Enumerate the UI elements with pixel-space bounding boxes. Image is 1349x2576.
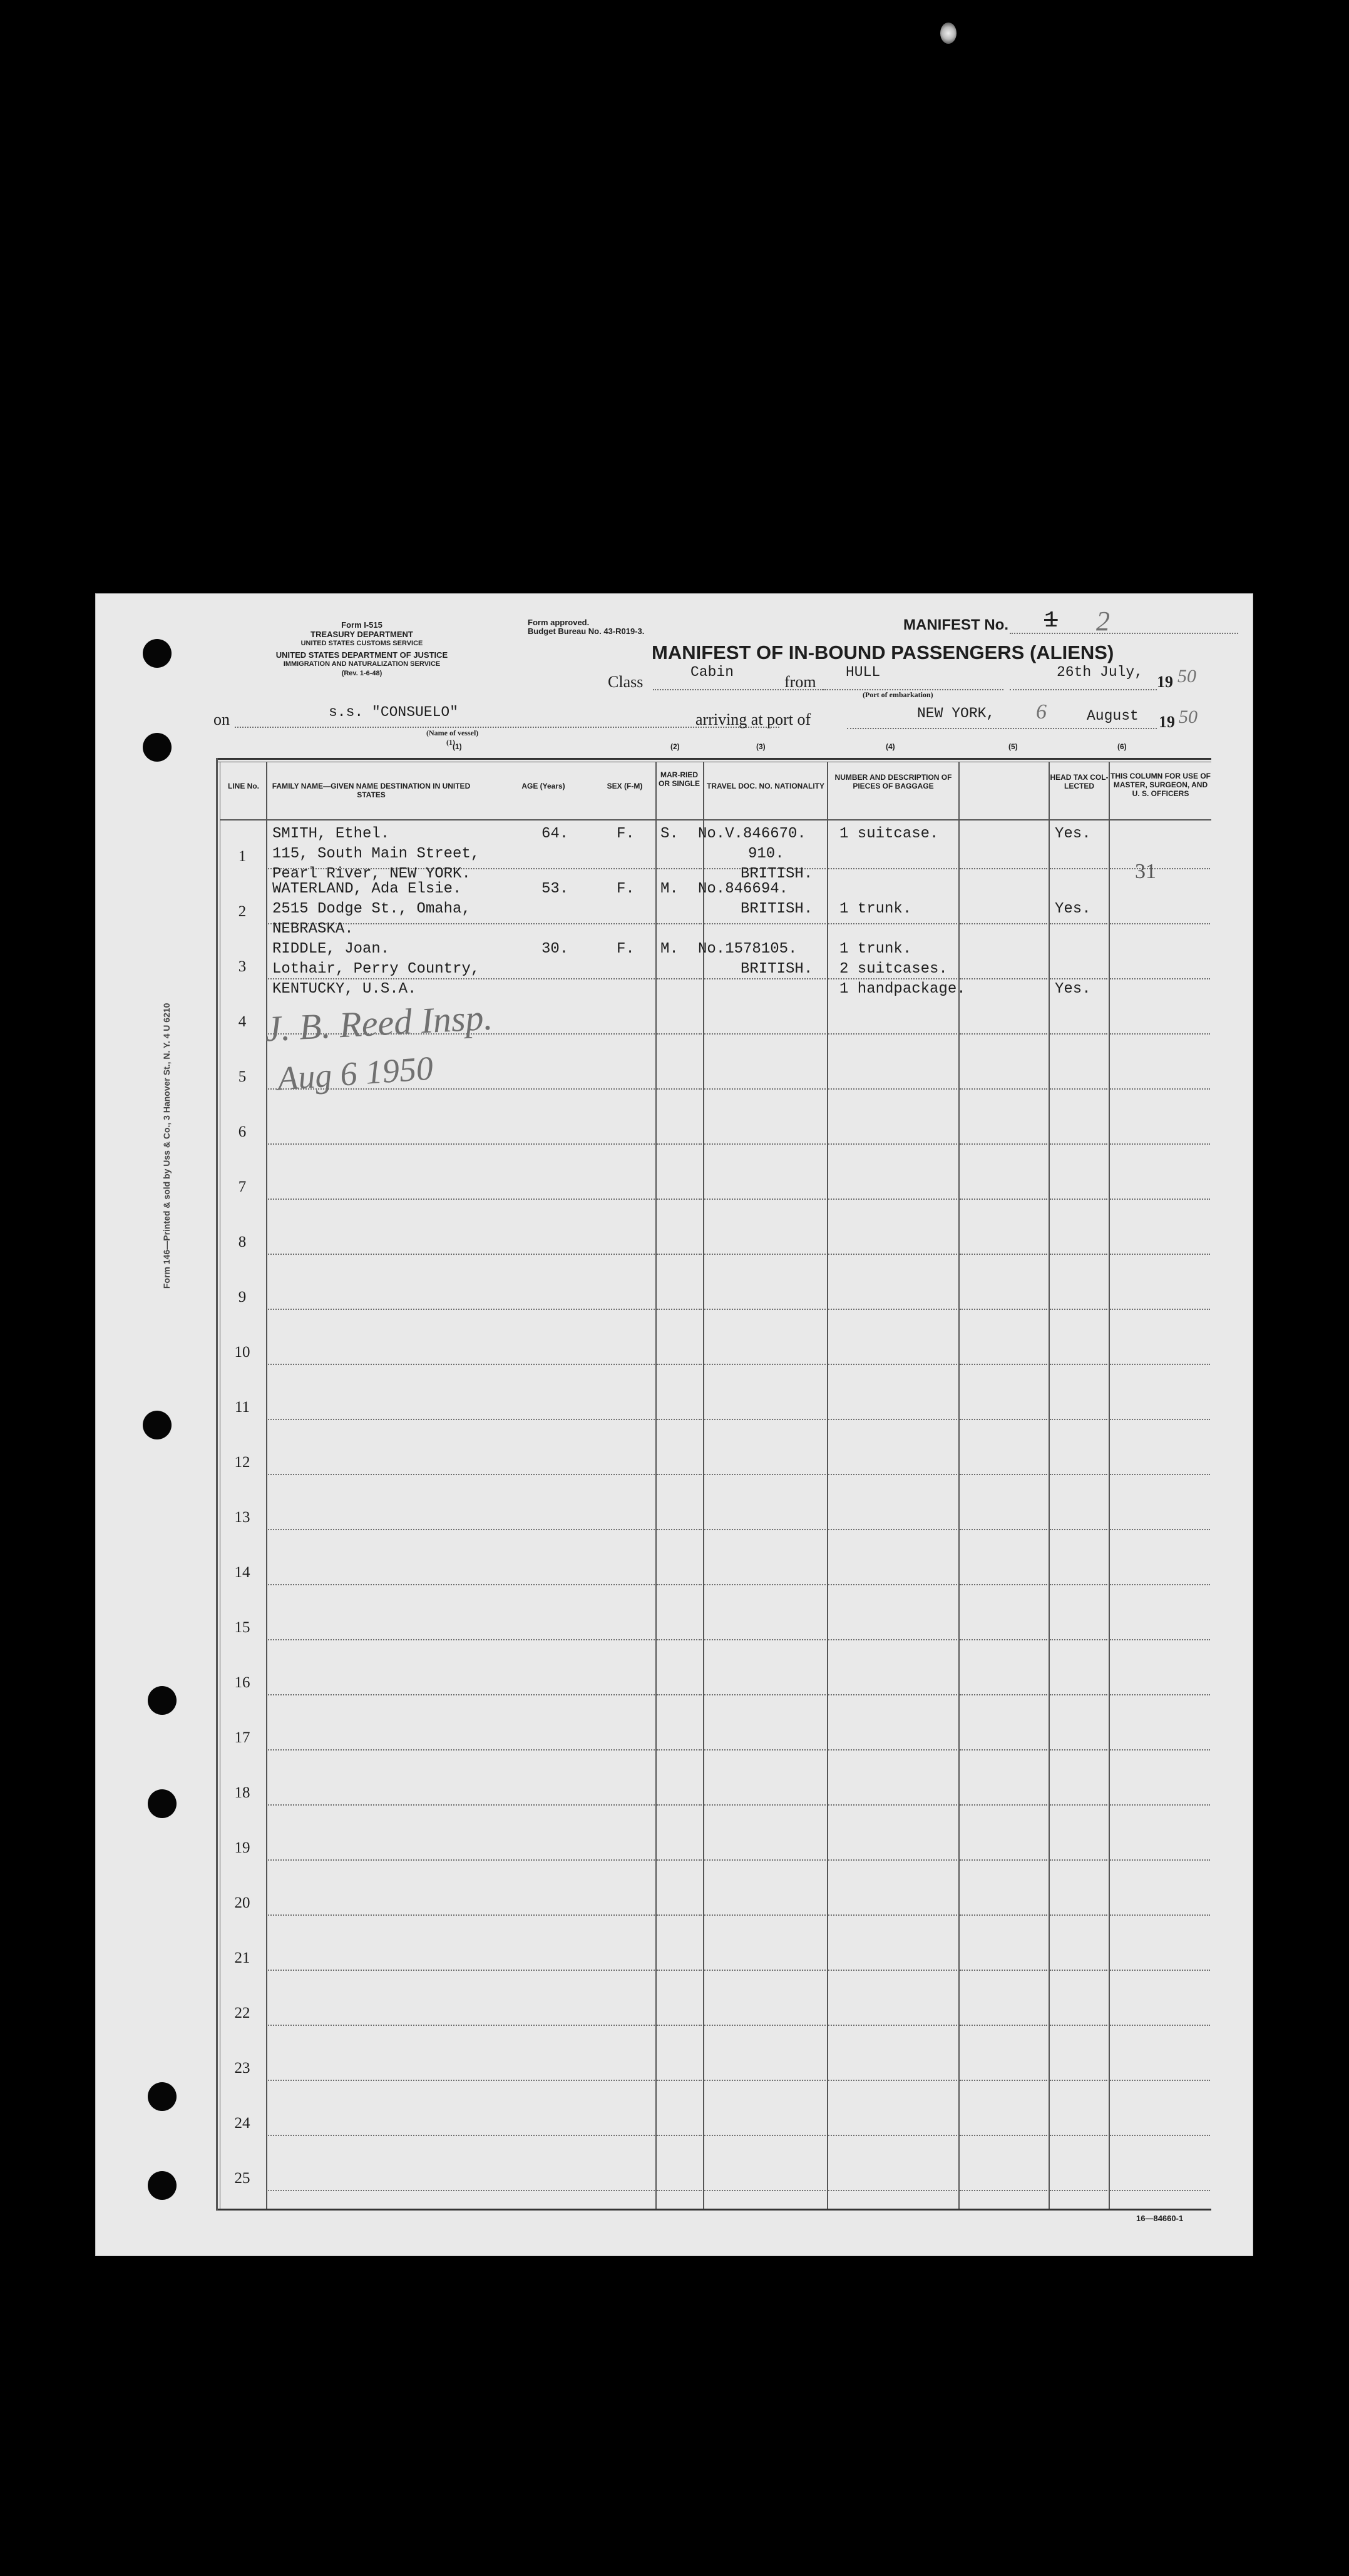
p2-sex: F. bbox=[617, 881, 635, 897]
year-prefix-2: 19 bbox=[1159, 713, 1175, 731]
row-rule bbox=[960, 1859, 1047, 1861]
p3-baggage-1: 1 trunk. bbox=[839, 941, 912, 958]
row-rule bbox=[960, 1970, 1047, 1971]
ins: IMMIGRATION AND NATURALIZATION SERVICE bbox=[283, 660, 441, 668]
depart-date: 26th July, bbox=[1057, 664, 1144, 680]
p1-name-1: SMITH, Ethel. bbox=[272, 825, 390, 842]
row-rule bbox=[704, 1639, 826, 1640]
vessel-name: s.s. "CONSUELO" bbox=[329, 704, 459, 720]
row-rule bbox=[828, 1749, 957, 1751]
row-rule bbox=[1110, 1143, 1210, 1145]
p3-name-2: Lothair, Perry Country, bbox=[272, 961, 480, 978]
row-rule bbox=[657, 1364, 702, 1365]
line-number: 20 bbox=[234, 1894, 250, 1911]
row-rule bbox=[704, 1859, 826, 1861]
punch-hole bbox=[148, 2171, 177, 2200]
line-number: 17 bbox=[234, 1729, 250, 1746]
row-rule bbox=[657, 1749, 702, 1751]
manifest-page bbox=[95, 593, 1253, 2256]
p2-head-tax: Yes. bbox=[1055, 901, 1091, 917]
line-number: 4 bbox=[238, 1013, 247, 1030]
row-rule bbox=[1110, 1639, 1210, 1640]
row-rule bbox=[657, 1033, 702, 1035]
row-rule bbox=[1050, 2190, 1107, 2191]
row-rule bbox=[828, 1033, 957, 1035]
row-rule bbox=[657, 2190, 702, 2191]
col-num-1: (1) bbox=[453, 742, 462, 751]
from-label: from bbox=[784, 673, 816, 691]
row-rule bbox=[657, 1529, 702, 1530]
row-rule bbox=[704, 1694, 826, 1695]
p3-name-1: RIDDLE, Joan. bbox=[272, 941, 390, 958]
row-rule bbox=[960, 1254, 1047, 1255]
row-rule bbox=[268, 1143, 655, 1145]
col-officers: THIS COLUMN FOR USE OF MASTER, SURGEON, AND U. S. OFFICERS bbox=[1110, 772, 1211, 798]
p2-marital: M. bbox=[660, 881, 679, 897]
row-rule bbox=[268, 1364, 655, 1365]
row-rule bbox=[1050, 978, 1107, 979]
row-rule bbox=[960, 1474, 1047, 1475]
p1-name-2: 115, South Main Street, bbox=[272, 846, 480, 862]
line-number: 12 bbox=[234, 1454, 250, 1471]
row-rule bbox=[704, 2080, 826, 2081]
row-rule bbox=[657, 978, 702, 979]
line-number: 5 bbox=[238, 1068, 247, 1085]
justice-dept: UNITED STATES DEPARTMENT OF JUSTICE bbox=[275, 650, 448, 660]
row-rule bbox=[1110, 2135, 1210, 2136]
p3-marital: M. bbox=[660, 941, 679, 958]
row-rule bbox=[960, 1639, 1047, 1640]
row-rule bbox=[1050, 1584, 1107, 1585]
row-rule bbox=[704, 1309, 826, 1310]
vessel-num: (1) bbox=[446, 738, 455, 747]
row-rule bbox=[704, 1364, 826, 1365]
row-rule bbox=[268, 1419, 655, 1420]
col-num-3: (3) bbox=[756, 742, 766, 751]
row-rule bbox=[960, 1199, 1047, 1200]
row-rule bbox=[268, 2025, 655, 2026]
row-rule bbox=[268, 1639, 655, 1640]
row-rule bbox=[657, 1694, 702, 1695]
row-rule bbox=[960, 1033, 1047, 1035]
inspector-signature: J. B. Reed Insp. bbox=[264, 996, 494, 1050]
line-number: 24 bbox=[234, 2115, 250, 2132]
row-rule bbox=[828, 978, 957, 979]
p1-officer-note: 31 bbox=[1135, 860, 1156, 883]
row-rule bbox=[1050, 1859, 1107, 1861]
row-rule bbox=[960, 868, 1047, 869]
row-rule bbox=[960, 1694, 1047, 1695]
row-rule bbox=[828, 1474, 957, 1475]
manifest-no-ink: 2 bbox=[1096, 606, 1110, 636]
col-num-6: (6) bbox=[1117, 742, 1127, 751]
row-rule bbox=[657, 1859, 702, 1861]
row-rule bbox=[960, 1088, 1047, 1090]
row-rule bbox=[828, 1804, 957, 1806]
p1-sex: F. bbox=[617, 825, 635, 842]
row-rule bbox=[657, 2135, 702, 2136]
row-rule bbox=[828, 868, 957, 869]
col-baggage: NUMBER AND DESCRIPTION OF PIECES OF BAGGAGE bbox=[834, 773, 952, 790]
row-rule bbox=[1110, 1694, 1210, 1695]
row-rule bbox=[1050, 1639, 1107, 1640]
row-rule bbox=[1110, 1529, 1210, 1530]
manifest-title: MANIFEST OF IN-BOUND PASSENGERS (ALIENS) bbox=[652, 641, 1114, 663]
row-rule bbox=[1050, 1088, 1107, 1090]
p2-name-3: NEBRASKA. bbox=[272, 921, 354, 938]
row-rule bbox=[268, 1749, 655, 1751]
row-rule bbox=[960, 1749, 1047, 1751]
line-number: 19 bbox=[234, 1839, 250, 1856]
row-rule bbox=[1110, 1419, 1210, 1420]
punch-hole bbox=[148, 2082, 177, 2111]
inspection-date: Aug 6 1950 bbox=[276, 1049, 434, 1098]
row-rule bbox=[704, 1914, 826, 1916]
line-number: 14 bbox=[234, 1564, 250, 1581]
row-rule bbox=[1050, 1749, 1107, 1751]
p3-sex: F. bbox=[617, 941, 635, 958]
row-rule bbox=[1050, 1033, 1107, 1035]
line-number: 1 bbox=[238, 848, 247, 865]
row-rule bbox=[1050, 2080, 1107, 2081]
p1-head-tax: Yes. bbox=[1055, 825, 1091, 842]
row-rule bbox=[704, 2025, 826, 2026]
row-rule bbox=[960, 1914, 1047, 1916]
row-rule bbox=[1110, 1088, 1210, 1090]
line-number: 7 bbox=[238, 1178, 247, 1195]
row-rule bbox=[828, 1529, 957, 1530]
punch-hole bbox=[143, 639, 172, 668]
row-rule bbox=[704, 1033, 826, 1035]
on-label: on bbox=[213, 710, 230, 728]
row-rule bbox=[960, 1309, 1047, 1310]
row-rule bbox=[657, 868, 702, 869]
row-rule bbox=[960, 1143, 1047, 1145]
p1-age: 64. bbox=[541, 825, 569, 842]
row-rule bbox=[1110, 978, 1210, 979]
punch-hole bbox=[148, 1686, 177, 1715]
row-rule bbox=[1110, 1199, 1210, 1200]
row-rule bbox=[960, 978, 1047, 979]
row-rule bbox=[828, 1254, 957, 1255]
line-number: 3 bbox=[238, 958, 247, 975]
row-rule bbox=[828, 1419, 957, 1420]
row-rule bbox=[268, 1254, 655, 1255]
row-rule bbox=[1110, 1584, 1210, 1585]
col-num-2: (2) bbox=[670, 742, 680, 751]
row-rule bbox=[657, 1474, 702, 1475]
p2-doc-2: BRITISH. bbox=[741, 901, 813, 917]
row-rule bbox=[268, 978, 655, 979]
line-number: 8 bbox=[238, 1234, 247, 1250]
row-rule bbox=[657, 1143, 702, 1145]
class-label: Class bbox=[608, 673, 644, 691]
row-rule bbox=[828, 923, 957, 924]
row-rule bbox=[704, 1749, 826, 1751]
p1-name-3: Pearl River, NEW YORK. bbox=[272, 866, 471, 882]
row-rule bbox=[657, 1254, 702, 1255]
row-rule bbox=[657, 2080, 702, 2081]
row-rule bbox=[704, 923, 826, 924]
row-rule bbox=[268, 1859, 655, 1861]
col-line-no: LINE No. bbox=[228, 782, 259, 790]
row-rule bbox=[828, 1639, 957, 1640]
row-rule bbox=[1110, 1309, 1210, 1310]
row-rule bbox=[657, 1970, 702, 1971]
row-rule bbox=[828, 1914, 957, 1916]
year-ink-1: 50 bbox=[1177, 666, 1196, 687]
row-rule bbox=[1050, 1309, 1107, 1310]
row-rule bbox=[657, 1639, 702, 1640]
arrival-port: NEW YORK, bbox=[917, 705, 995, 722]
col-num-5: (5) bbox=[1008, 742, 1018, 751]
row-rule bbox=[657, 1309, 702, 1310]
year-ink-2: 50 bbox=[1179, 707, 1198, 727]
p3-age: 30. bbox=[541, 941, 569, 958]
row-rule bbox=[960, 2080, 1047, 2081]
row-rule bbox=[1110, 2025, 1210, 2026]
row-rule bbox=[657, 1088, 702, 1090]
row-rule bbox=[657, 1804, 702, 1806]
film-speck bbox=[940, 23, 957, 44]
class-value: Cabin bbox=[690, 664, 734, 680]
row-rule bbox=[704, 2190, 826, 2191]
row-rule bbox=[704, 1419, 826, 1420]
line-number: 21 bbox=[234, 1950, 250, 1966]
row-rule bbox=[1110, 1859, 1210, 1861]
row-rule bbox=[1050, 2135, 1107, 2136]
row-rule bbox=[268, 1529, 655, 1530]
row-rule bbox=[657, 1419, 702, 1420]
row-rule bbox=[960, 1804, 1047, 1806]
row-rule bbox=[960, 2190, 1047, 2191]
p1-baggage-1: 1 suitcase. bbox=[839, 825, 939, 842]
form-approved: Form approved. bbox=[528, 618, 590, 627]
row-rule bbox=[828, 1584, 957, 1585]
row-rule bbox=[1110, 868, 1210, 869]
line-number: 22 bbox=[234, 2005, 250, 2021]
row-rule bbox=[1110, 1474, 1210, 1475]
row-rule bbox=[1050, 1364, 1107, 1365]
from-value: HULL bbox=[846, 664, 881, 680]
row-rule bbox=[704, 978, 826, 979]
row-rule bbox=[657, 1584, 702, 1585]
p2-name-1: WATERLAND, Ada Elsie. bbox=[272, 881, 462, 897]
row-rule bbox=[704, 1199, 826, 1200]
row-rule bbox=[960, 2025, 1047, 2026]
line-number: 6 bbox=[238, 1123, 247, 1140]
col-married: MAR-RIED OR SINGLE bbox=[658, 770, 700, 788]
row-rule bbox=[1110, 1033, 1210, 1035]
p1-doc-3: BRITISH. bbox=[741, 866, 813, 882]
p1-marital: S. bbox=[660, 825, 679, 842]
row-rule bbox=[828, 1088, 957, 1090]
row-rule bbox=[1110, 2080, 1210, 2081]
line-number: 23 bbox=[234, 2060, 250, 2077]
row-rule bbox=[268, 1914, 655, 1916]
year-prefix-1: 19 bbox=[1157, 673, 1173, 691]
manifest-no-typed: 1 bbox=[1044, 608, 1058, 633]
col-num-4: (4) bbox=[886, 742, 895, 751]
p2-name-2: 2515 Dodge St., Omaha, bbox=[272, 901, 471, 917]
row-rule bbox=[704, 2135, 826, 2136]
row-rule bbox=[828, 2025, 957, 2026]
row-rule bbox=[828, 2080, 957, 2081]
row-rule bbox=[1110, 1970, 1210, 1971]
row-rule bbox=[960, 1364, 1047, 1365]
row-rule bbox=[960, 1529, 1047, 1530]
row-rule bbox=[657, 923, 702, 924]
row-rule bbox=[704, 1254, 826, 1255]
row-rule bbox=[1050, 2025, 1107, 2026]
col-sex: SEX (F-M) bbox=[607, 782, 643, 790]
row-rule bbox=[1110, 1749, 1210, 1751]
p2-age: 53. bbox=[541, 881, 569, 897]
row-rule bbox=[704, 1474, 826, 1475]
row-rule bbox=[268, 1474, 655, 1475]
line-number: 2 bbox=[238, 903, 247, 920]
row-rule bbox=[1050, 1419, 1107, 1420]
p2-baggage-1: 1 trunk. bbox=[839, 901, 912, 917]
p3-head-tax: Yes. bbox=[1055, 981, 1091, 998]
arrival-day-ink: 6 bbox=[1036, 700, 1047, 723]
row-rule bbox=[1050, 1529, 1107, 1530]
col-age: AGE (Years) bbox=[521, 782, 565, 790]
row-rule bbox=[1050, 1804, 1107, 1806]
treasury-dept: TREASURY DEPARTMENT bbox=[310, 630, 413, 639]
col-name: FAMILY NAME—GIVEN NAME DESTINATION IN UNITED STATES bbox=[272, 782, 471, 799]
arrival-month: August bbox=[1087, 708, 1139, 724]
row-rule bbox=[828, 1143, 957, 1145]
budget-bureau: Budget Bureau No. 43-R019-3. bbox=[528, 626, 645, 636]
row-rule bbox=[657, 2025, 702, 2026]
footer-code: 16—84660-1 bbox=[1136, 2214, 1184, 2223]
line-number: 11 bbox=[234, 1399, 250, 1416]
line-number: 13 bbox=[234, 1509, 250, 1526]
row-rule bbox=[1110, 1254, 1210, 1255]
row-rule bbox=[1110, 1804, 1210, 1806]
row-rule bbox=[1050, 1970, 1107, 1971]
line-number: 16 bbox=[234, 1674, 250, 1691]
row-rule bbox=[828, 1970, 957, 1971]
row-rule bbox=[960, 1419, 1047, 1420]
row-rule bbox=[657, 1914, 702, 1916]
row-rule bbox=[268, 2190, 655, 2191]
customs-service: UNITED STATES CUSTOMS SERVICE bbox=[300, 640, 423, 647]
side-print: Form 146—Printed & sold by Uss & Co., 3 Hanover St., N. Y. 4 U 6210 bbox=[162, 1003, 172, 1289]
vessel-label: (Name of vessel) bbox=[426, 728, 479, 737]
row-rule bbox=[1110, 1364, 1210, 1365]
row-rule bbox=[268, 1804, 655, 1806]
punch-hole bbox=[148, 1789, 177, 1818]
manifest-no-label: MANIFEST No. bbox=[903, 616, 1008, 633]
p3-doc-1: No.1578105. bbox=[698, 941, 798, 958]
rev-date: (Rev. 1-6-48) bbox=[341, 670, 382, 677]
line-number: 9 bbox=[238, 1289, 247, 1306]
row-rule bbox=[268, 2080, 655, 2081]
p3-baggage-2: 2 suitcases. bbox=[839, 961, 948, 978]
row-rule bbox=[828, 1364, 957, 1365]
col-travel: TRAVEL DOC. NO. NATIONALITY bbox=[707, 782, 824, 790]
row-rule bbox=[1050, 1694, 1107, 1695]
row-rule bbox=[828, 1694, 957, 1695]
row-rule bbox=[1050, 1254, 1107, 1255]
p3-doc-2: BRITISH. bbox=[741, 961, 813, 978]
row-rule bbox=[1050, 1199, 1107, 1200]
p1-doc-1: No.V.846670. bbox=[698, 825, 806, 842]
p1-doc-2: 910. bbox=[748, 846, 784, 862]
row-rule bbox=[828, 2135, 957, 2136]
row-rule bbox=[1050, 1914, 1107, 1916]
row-rule bbox=[828, 1199, 957, 1200]
row-rule bbox=[828, 1859, 957, 1861]
row-rule bbox=[1050, 1143, 1107, 1145]
line-number: 18 bbox=[234, 1784, 250, 1801]
row-rule bbox=[657, 1199, 702, 1200]
line-number: 15 bbox=[234, 1619, 250, 1636]
row-rule bbox=[828, 2190, 957, 2191]
arriving-label: arriving at port of bbox=[695, 710, 811, 728]
row-rule bbox=[268, 1199, 655, 1200]
row-rule bbox=[268, 1584, 655, 1585]
row-rule bbox=[960, 1584, 1047, 1585]
punch-hole bbox=[143, 733, 172, 762]
row-rule bbox=[704, 1143, 826, 1145]
row-rule bbox=[960, 2135, 1047, 2136]
row-rule bbox=[268, 1694, 655, 1695]
row-rule bbox=[704, 1529, 826, 1530]
row-rule bbox=[704, 1088, 826, 1090]
row-rule bbox=[704, 1970, 826, 1971]
line-number: 25 bbox=[234, 2170, 250, 2187]
line-number: 10 bbox=[234, 1344, 250, 1361]
col-headtax: HEAD TAX COL-LECTED bbox=[1050, 773, 1109, 790]
row-rule bbox=[1110, 1914, 1210, 1916]
row-rule bbox=[268, 1309, 655, 1310]
p3-baggage-3: 1 handpackage. bbox=[839, 981, 966, 998]
row-rule bbox=[1110, 923, 1210, 924]
row-rule bbox=[268, 1970, 655, 1971]
row-rule bbox=[1110, 2190, 1210, 2191]
port-embark-label: (Port of embarkation) bbox=[863, 690, 933, 699]
row-rule bbox=[828, 1309, 957, 1310]
form-number: Form I-515 bbox=[341, 620, 382, 630]
row-rule bbox=[1050, 868, 1107, 869]
p2-doc-1: No.846694. bbox=[698, 881, 789, 897]
row-rule bbox=[268, 2135, 655, 2136]
punch-hole bbox=[143, 1411, 172, 1439]
row-rule bbox=[704, 1804, 826, 1806]
row-rule bbox=[1050, 923, 1107, 924]
p3-name-3: KENTUCKY, U.S.A. bbox=[272, 981, 417, 998]
row-rule bbox=[1050, 1474, 1107, 1475]
row-rule bbox=[960, 923, 1047, 924]
row-rule bbox=[704, 1584, 826, 1585]
